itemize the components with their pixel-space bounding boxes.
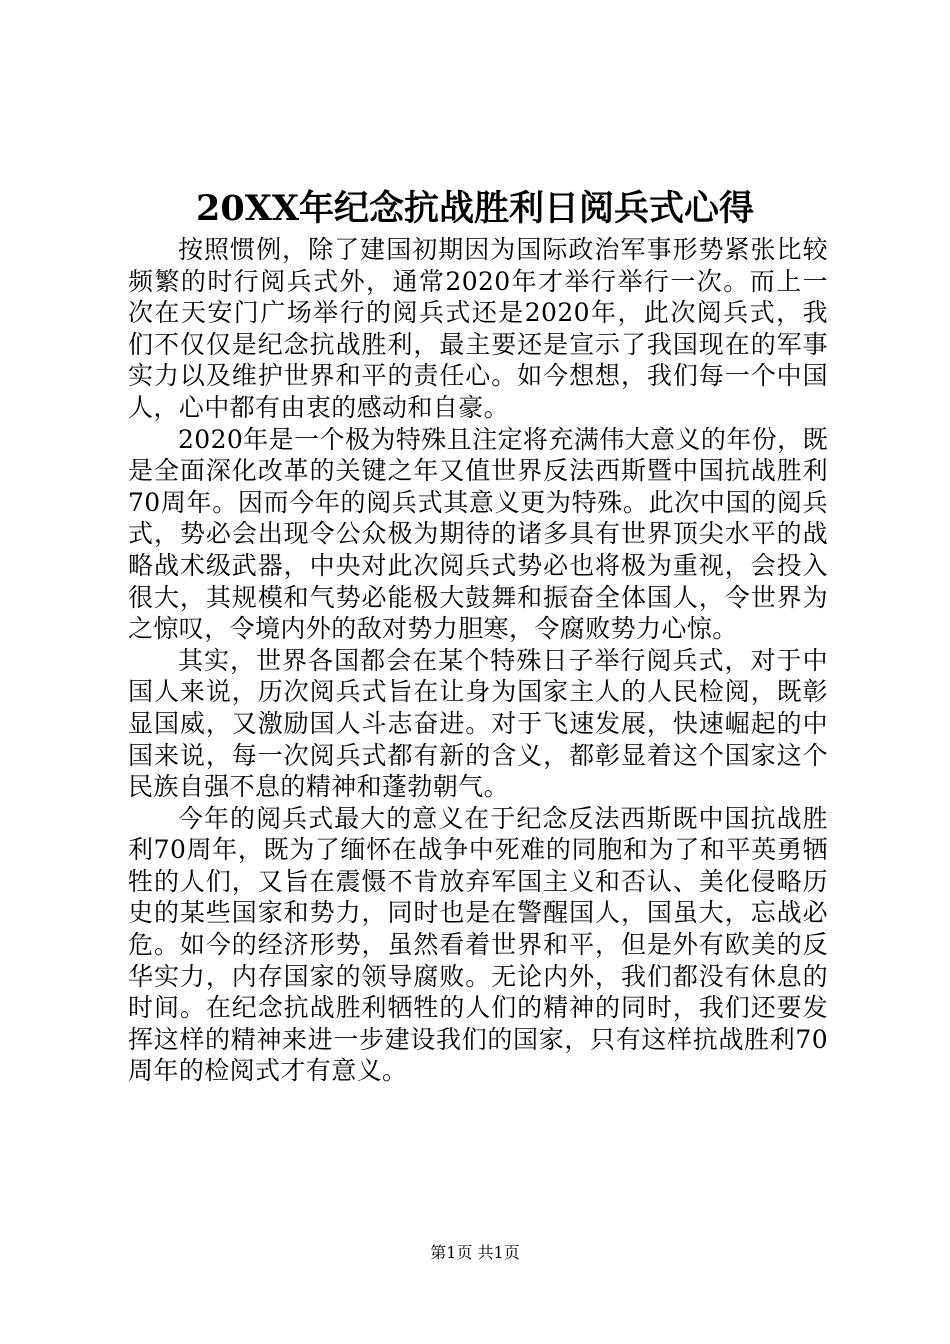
paragraph-2: 2020年是一个极为特殊且注定将充满伟大意义的年份，既是全面深化改革的关键之年又值世界反法西斯暨中国抗战胜利70周年。因而今年的阅兵式其意义更为特殊。此次中国的阅兵式，势必会出现令公众极为期待的诸多具有世界顶尖水平的战略战术级武器，中央对此次阅兵式势必也将极为重视，会投入很大，其规模和气势必能极大鼓舞和振奋全体国人，令世界为之惊叹，令境内外的敌对势力胆寒，令腐败势力心惊。 — [128, 424, 828, 644]
paragraph-3: 其实，世界各国都会在某个特殊日子举行阅兵式，对于中国人来说，历次阅兵式旨在让身为国家主人的人民检阅，既彰显国威，又激励国人斗志奋进。对于飞速发展，快速崛起的中国来说，每一次阅兵式都有新的含义，都彰显着这个国家这个民族自强不息的精神和蓬勃朝气。 — [128, 645, 828, 802]
document-title: 20XX年纪念抗战胜利日阅兵式心得 — [195, 188, 755, 229]
paragraph-1: 按照惯例，除了建国初期因为国际政治军事形势紧张比较频繁的时行阅兵式外，通常2020年才举行举行一次。而上一次在天安门广场举行的阅兵式还是2020年，此次阅兵式，我们不仅仅是纪念抗战胜利，最主要还是宣示了我国现在的军事实力以及维护世界和平的责任心。如今想想，我们每一个中国人，心中都有由衷的感动和自豪。 — [128, 235, 828, 422]
page-footer: 第1页 共1页 — [430, 1243, 520, 1262]
document-body — [128, 234, 828, 1087]
paragraph-4: 今年的阅兵式最大的意义在于纪念反法西斯既中国抗战胜利70周年，既为了缅怀在战争中死难的同胞和为了和平英勇牺牲的人们，又旨在震慑不肯放弃军国主义和否认、美化侵略历史的某些国家和势力，同时也是在警醒国人，国虽大，忘战必危。如今的经济形势，虽然看着世界和平，但是外有欧美的反华实力，内存国家的领导腐败。无论内外，我们都没有休息的时间。在纪念抗战胜利牺牲的人们的精神的同时，我们还要发挥这样的精神来进一步建设我们的国家，只有这样抗战胜利70周年的检阅式才有意义。 — [128, 803, 828, 1086]
